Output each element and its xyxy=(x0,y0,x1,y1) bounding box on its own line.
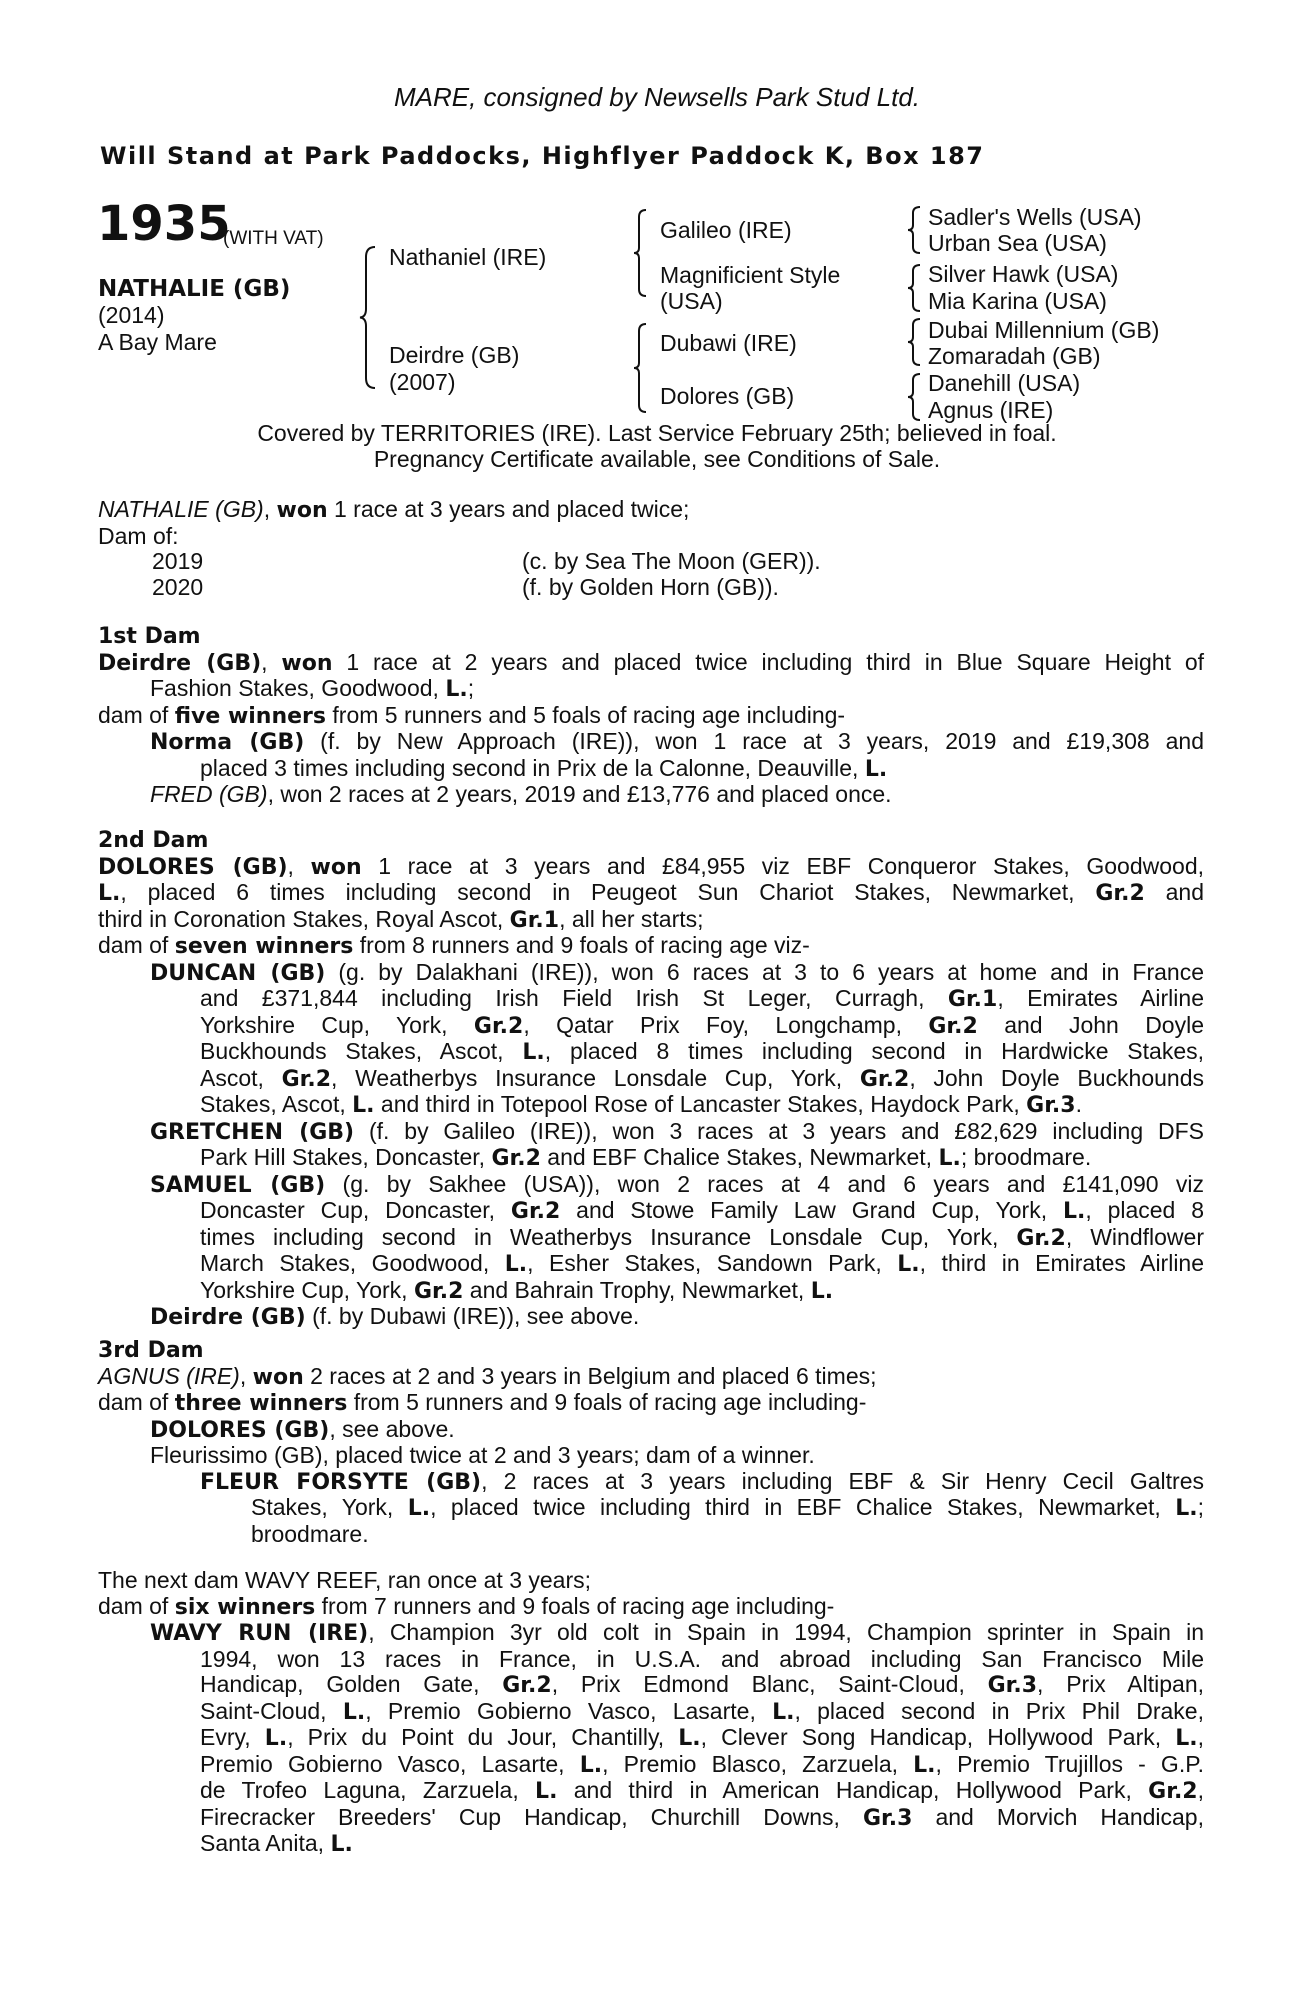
covered-note xyxy=(0,420,1314,472)
horse-year: (2014) xyxy=(98,302,165,328)
produce-duncan: DUNCAN (GB) (g. by Dalakhani (IRE)), won 6 races at 3 to 6 years at home and in France xyxy=(150,958,1204,986)
pedigree-brace-g1 xyxy=(906,205,922,255)
vat-note: (WITH VAT) xyxy=(223,228,324,249)
produce-dolores: DOLORES (GB), see above. xyxy=(150,1415,455,1443)
pedigree-dam: Deirdre (GB) xyxy=(389,342,520,368)
produce-wavy-run: WAVY RUN (IRE), Champion 3yr old colt in Spain in 1994, Champion sprinter in Spain in xyxy=(150,1619,1204,1646)
pedigree-brace-sire xyxy=(632,208,648,298)
pedigree-dam-dam: Dolores (GB) xyxy=(660,383,795,409)
second-dam-heading: 2nd Dam xyxy=(98,828,209,853)
pedigree-brace-g4 xyxy=(906,372,922,422)
pedigree-brace-g2 xyxy=(906,263,922,313)
pedigree-brace-g3 xyxy=(906,317,922,367)
dam-record: NATHALIE (GB), won 1 race at 3 years and placed twice; xyxy=(98,496,690,523)
lot-number: 1935 xyxy=(97,196,231,252)
second-dam-section: 2nd Dam DOLORES (GB), won 1 race at 3 years and £84,955 viz EBF Conqueror Stakes, Goodwood, L., placed 6 times including second in Peugeot Sun Chariot Stakes, Newmarket, Gr.2 and third in Coronation Stakes, Royal Ascot, Gr.1, all her starts; dam of seven winners from 8 runners and 9 foals of racing age viz- DUNCAN (GB) (g. by Dalakhani (IRE)), won 6 races at 3 to 6 years at home and in France and £371,844 including Irish Field Irish St Leger, Curragh, Gr.1, Emirates Airline Yorkshire Cup, York, Gr.2, Qatar Prix Foy, Longchamp, Gr.2 and John Doyle Buckhounds Stakes, Ascot, L., placed 8 times including second in Hardwicke Stakes, Ascot, Gr.2, Weatherbys Insurance Lonsdale Cup, York, Gr.2, John Doyle Buckhounds Stakes, Ascot, L. and third in Totepool Rose of Lancaster Stakes, Haydock Park, Gr.3. GRETCHEN (GB) (f. by Galileo (IRE)), won 3 races at 3 years and £82,629 including DFS Park Hill Stakes, Doncaster, Gr.2 and EBF Chalice Stakes, Newmarket, L.; broodmare. SAMUEL (GB) (g. by Sakhee (USA)), won 2 races at 4 and 6 years and £141,090 viz Doncaster Cup, Doncaster, Gr.2 and Stowe Family Law Grand Cup, York, L., placed 8 times including second in Weatherbys Insurance Lonsdale Cup, York, Gr.2, Windflower March Stakes, Goodwood, L., Esher Stakes, Sandown Park, L., third in Emirates Airline Yorkshire Cup, York, Gr.2 and Bahrain Trophy, Newmarket, L. Deirdre (GB) (f. by Dubawi (IRE)), see above. xyxy=(98,828,1205,1330)
produce-row: 2020 (f. by Golden Horn (GB)). xyxy=(152,573,779,600)
produce-fleur-forsyte: FLEUR FORSYTE (GB), 2 races at 3 years including EBF & Sir Henry Cecil Galtres xyxy=(200,1467,1204,1495)
produce-samuel: SAMUEL (GB) (g. by Sakhee (USA)), won 2 races at 4 and 6 years and £141,090 viz xyxy=(150,1170,1204,1198)
third-dam-section: 3rd Dam AGNUS (IRE), won 2 races at 2 and 3 years in Belgium and placed 6 times; dam of three winners from 5 runners and 9 foals of racing age including- DOLORES (GB), see above. Fleurissimo (GB), placed twice at 2 and 3 years; dam of a winner. FLEUR FORSYTE (GB), 2 races at 3 years including EBF & Sir Henry Cecil Galtres Stakes, York, L., placed twice including third in EBF Chalice Stakes, Newmarket, L.; broodmare. xyxy=(98,1338,1204,1547)
produce-fred: FRED (GB), won 2 races at 2 years, 2019 and £13,776 and placed once. xyxy=(150,781,892,807)
pedigree-sire-dam: Magnificient Style xyxy=(660,262,841,288)
covered-line: Covered by TERRITORIES (IRE). Last Service February 25th; believed in foal. xyxy=(257,420,1057,446)
dam-of-label: Dam of: xyxy=(98,522,179,549)
first-dam-section: 1st Dam Deirdre (GB), won 1 race at 2 years and placed twice including third in Blue Square Height of Fashion Stakes, Goodwood, L.; dam of five winners from 5 runners and 5 foals of racing age including- Norma (GB) (f. by New Approach (IRE)), won 1 race at 3 years, 2019 and £19,308 and placed 3 times including second in Prix de la Calonne, Deauville, L. FRED (GB), won 2 races at 2 years, 2019 and £13,776 and placed once. xyxy=(98,624,1204,807)
stand-location: Will Stand at Park Paddocks, Highflyer Paddock K, Box 187 xyxy=(100,142,985,170)
pedigree-dam-sire: Dubawi (IRE) xyxy=(660,330,797,356)
produce-norma: Norma (GB) (f. by New Approach (IRE)), won 1 race at 3 years, 2019 and £19,308 and xyxy=(150,728,1204,755)
produce-row: 2019 (c. by Sea The Moon (GER)). xyxy=(152,548,821,574)
third-dam-heading: 3rd Dam xyxy=(98,1338,204,1363)
third-dam-record: AGNUS (IRE), won 2 races at 2 and 3 years in Belgium and placed 6 times; xyxy=(98,1362,877,1390)
pedigree-g7: Danehill (USA) xyxy=(928,370,1081,396)
pedigree-sire-dam-country: (USA) xyxy=(660,288,723,314)
dam-section xyxy=(98,497,1204,600)
pedigree-g5: Dubai Millennium (GB) xyxy=(928,317,1160,343)
pedigree-g3: Silver Hawk (USA) xyxy=(928,261,1119,287)
pedigree-g2: Urban Sea (USA) xyxy=(928,230,1107,256)
dam-name: NATHALIE (GB) xyxy=(98,496,264,522)
pedigree-sire-sire: Galileo (IRE) xyxy=(660,217,792,243)
consignor-line: MARE, consigned by Newsells Park Stud Ltd. xyxy=(393,82,921,112)
pedigree-dam-year: (2007) xyxy=(389,369,456,395)
produce-gretchen: GRETCHEN (GB) (f. by Galileo (IRE)), won 3 races at 3 years and £82,629 including DFS xyxy=(150,1117,1204,1145)
first-dam-record: Deirdre (GB), won 1 race at 2 years and placed twice including third in Blue Square Height of xyxy=(98,648,1204,676)
pedigree-brace-dam xyxy=(632,322,648,414)
produce-fleurissimo: Fleurissimo (GB), placed twice at 2 and 3 years; dam of a winner. xyxy=(150,1442,815,1468)
horse-description: A Bay Mare xyxy=(98,329,217,355)
pedigree-g6: Zomaradah (GB) xyxy=(928,343,1101,369)
pedigree-g4: Mia Karina (USA) xyxy=(928,288,1107,314)
next-dam-section: The next dam WAVY REEF, ran once at 3 years; dam of six winners from 7 runners and 9 foals of racing age including- WAVY RUN (IRE), Champion 3yr old colt in Spain in 1994, Champion sprinter in Spain in 1994, won 13 races in France, in U.S.A. and abroad including San Francisco Mile Handicap, Golden Gate, Gr.2, Prix Edmond Blanc, Saint-Cloud, Gr.3, Prix Altipan, Saint-Cloud, L., Premio Gobierno Vasco, Lasarte, L., placed second in Prix Phil Drake, Evry, L., Prix du Point du Jour, Chantilly, L., Clever Song Handicap, Hollywood Park, L., Premio Gobierno Vasco, Lasarte, L., Premio Blasco, Zarzuela, L., Premio Trujillos - G.P. de Trofeo Laguna, Zarzuela, L. and third in American Handicap, Hollywood Park, Gr.2, Firecracker Breeders' Cup Handicap, Churchill Downs, Gr.3 and Morvich Handicap, Santa Anita, L. xyxy=(98,1567,1205,1857)
second-dam-record: DOLORES (GB), won 1 race at 3 years and £84,955 viz EBF Conqueror Stakes, Goodwood, xyxy=(98,852,1205,880)
horse-name: NATHALIE (GB) xyxy=(98,276,291,302)
produce-deirdre: Deirdre (GB) (f. by Dubawi (IRE)), see above. xyxy=(150,1303,640,1330)
pregnancy-line: Pregnancy Certificate available, see Conditions of Sale. xyxy=(373,446,941,472)
pedigree-g8: Agnus (IRE) xyxy=(928,397,1054,423)
next-dam-record: The next dam WAVY REEF, ran once at 3 years; xyxy=(98,1567,592,1593)
pedigree-sire: Nathaniel (IRE) xyxy=(389,244,547,270)
pedigree-g1: Sadler's Wells (USA) xyxy=(928,204,1142,230)
first-dam-heading: 1st Dam xyxy=(98,624,201,649)
pedigree-brace-main xyxy=(358,245,378,390)
